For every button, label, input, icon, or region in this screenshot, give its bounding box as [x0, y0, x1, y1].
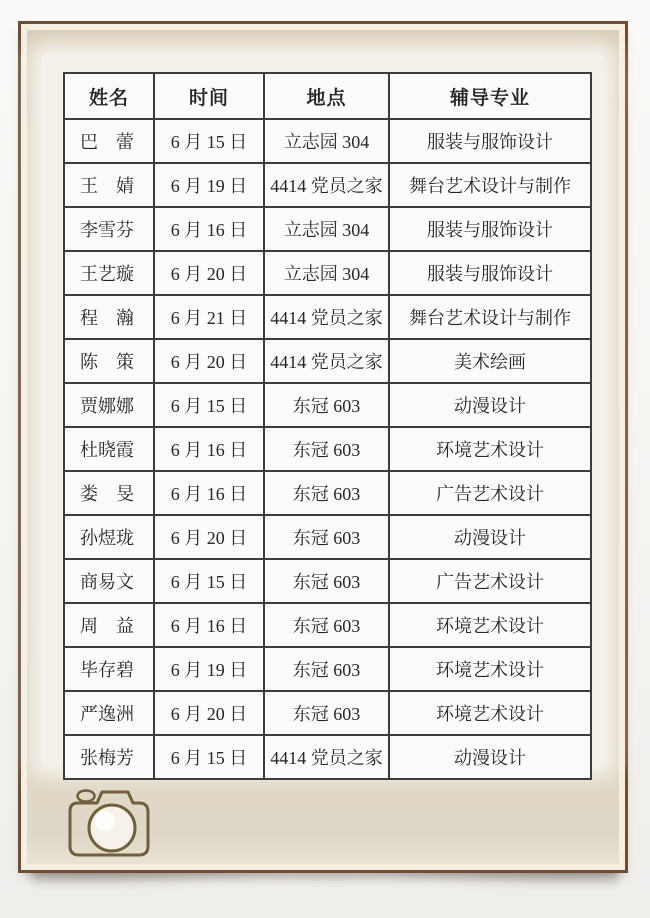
name-cell: 王艺璇	[64, 251, 154, 295]
time-cell: 6 月 21 日	[154, 295, 264, 339]
time-cell: 6 月 20 日	[154, 691, 264, 735]
time-cell: 6 月 15 日	[154, 559, 264, 603]
name-cell: 程 瀚	[64, 295, 154, 339]
table-row	[64, 295, 591, 339]
name-cell: 严逸洲	[64, 691, 154, 735]
major-cell: 服装与服饰设计	[389, 119, 591, 163]
location-cell: 东冠 603	[264, 471, 389, 515]
name-cell: 杜晓霞	[64, 427, 154, 471]
camera-icon	[67, 786, 151, 858]
location-cell: 东冠 603	[264, 691, 389, 735]
major-cell: 环境艺术设计	[389, 691, 591, 735]
major-cell: 广告艺术设计	[389, 559, 591, 603]
time-cell: 6 月 20 日	[154, 251, 264, 295]
tutoring-schedule-table	[63, 72, 592, 780]
table-header-row	[64, 73, 591, 119]
major-cell: 广告艺术设计	[389, 471, 591, 515]
time-cell: 6 月 15 日	[154, 119, 264, 163]
location-cell: 4414 党员之家	[264, 163, 389, 207]
major-cell: 动漫设计	[389, 735, 591, 779]
location-cell: 东冠 603	[264, 383, 389, 427]
major-cell: 舞台艺术设计与制作	[389, 295, 591, 339]
name-cell: 李雪芬	[64, 207, 154, 251]
major-cell: 美术绘画	[389, 339, 591, 383]
time-cell: 6 月 19 日	[154, 163, 264, 207]
col-header-name: 姓名	[64, 73, 154, 119]
name-cell: 孙煜珑	[64, 515, 154, 559]
name-cell: 毕存碧	[64, 647, 154, 691]
time-cell: 6 月 16 日	[154, 427, 264, 471]
major-cell: 动漫设计	[389, 383, 591, 427]
table-row	[64, 515, 591, 559]
location-cell: 东冠 603	[264, 603, 389, 647]
table-row	[64, 427, 591, 471]
name-cell: 贾娜娜	[64, 383, 154, 427]
name-cell: 商易文	[64, 559, 154, 603]
table-row	[64, 163, 591, 207]
time-cell: 6 月 15 日	[154, 735, 264, 779]
time-cell: 6 月 16 日	[154, 471, 264, 515]
name-cell: 巴 蕾	[64, 119, 154, 163]
name-cell: 张梅芳	[64, 735, 154, 779]
location-cell: 东冠 603	[264, 559, 389, 603]
table-row	[64, 735, 591, 779]
location-cell: 4414 党员之家	[264, 295, 389, 339]
location-cell: 立志园 304	[264, 119, 389, 163]
location-cell: 东冠 603	[264, 647, 389, 691]
location-cell: 4414 党员之家	[264, 735, 389, 779]
major-cell: 环境艺术设计	[389, 647, 591, 691]
table-row	[64, 339, 591, 383]
name-cell: 娄 旻	[64, 471, 154, 515]
col-header-major: 辅导专业	[389, 73, 591, 119]
table-row	[64, 691, 591, 735]
col-header-time: 时间	[154, 73, 264, 119]
major-cell: 舞台艺术设计与制作	[389, 163, 591, 207]
time-cell: 6 月 16 日	[154, 207, 264, 251]
major-cell: 环境艺术设计	[389, 603, 591, 647]
name-cell: 王 婧	[64, 163, 154, 207]
location-cell: 东冠 603	[264, 427, 389, 471]
major-cell: 服装与服饰设计	[389, 251, 591, 295]
framed-card	[18, 21, 628, 873]
location-cell: 立志园 304	[264, 251, 389, 295]
table-row	[64, 207, 591, 251]
table-row	[64, 603, 591, 647]
table-row	[64, 471, 591, 515]
time-cell: 6 月 19 日	[154, 647, 264, 691]
major-cell: 环境艺术设计	[389, 427, 591, 471]
table-row	[64, 559, 591, 603]
location-cell: 东冠 603	[264, 515, 389, 559]
location-cell: 4414 党员之家	[264, 339, 389, 383]
table-row	[64, 119, 591, 163]
location-cell: 立志园 304	[264, 207, 389, 251]
time-cell: 6 月 20 日	[154, 515, 264, 559]
table-row	[64, 251, 591, 295]
table-row	[64, 383, 591, 427]
time-cell: 6 月 15 日	[154, 383, 264, 427]
name-cell: 陈 策	[64, 339, 154, 383]
table-body	[64, 119, 591, 779]
table-row	[64, 647, 591, 691]
time-cell: 6 月 20 日	[154, 339, 264, 383]
major-cell: 服装与服饰设计	[389, 207, 591, 251]
name-cell: 周 益	[64, 603, 154, 647]
major-cell: 动漫设计	[389, 515, 591, 559]
col-header-location: 地点	[264, 73, 389, 119]
time-cell: 6 月 16 日	[154, 603, 264, 647]
